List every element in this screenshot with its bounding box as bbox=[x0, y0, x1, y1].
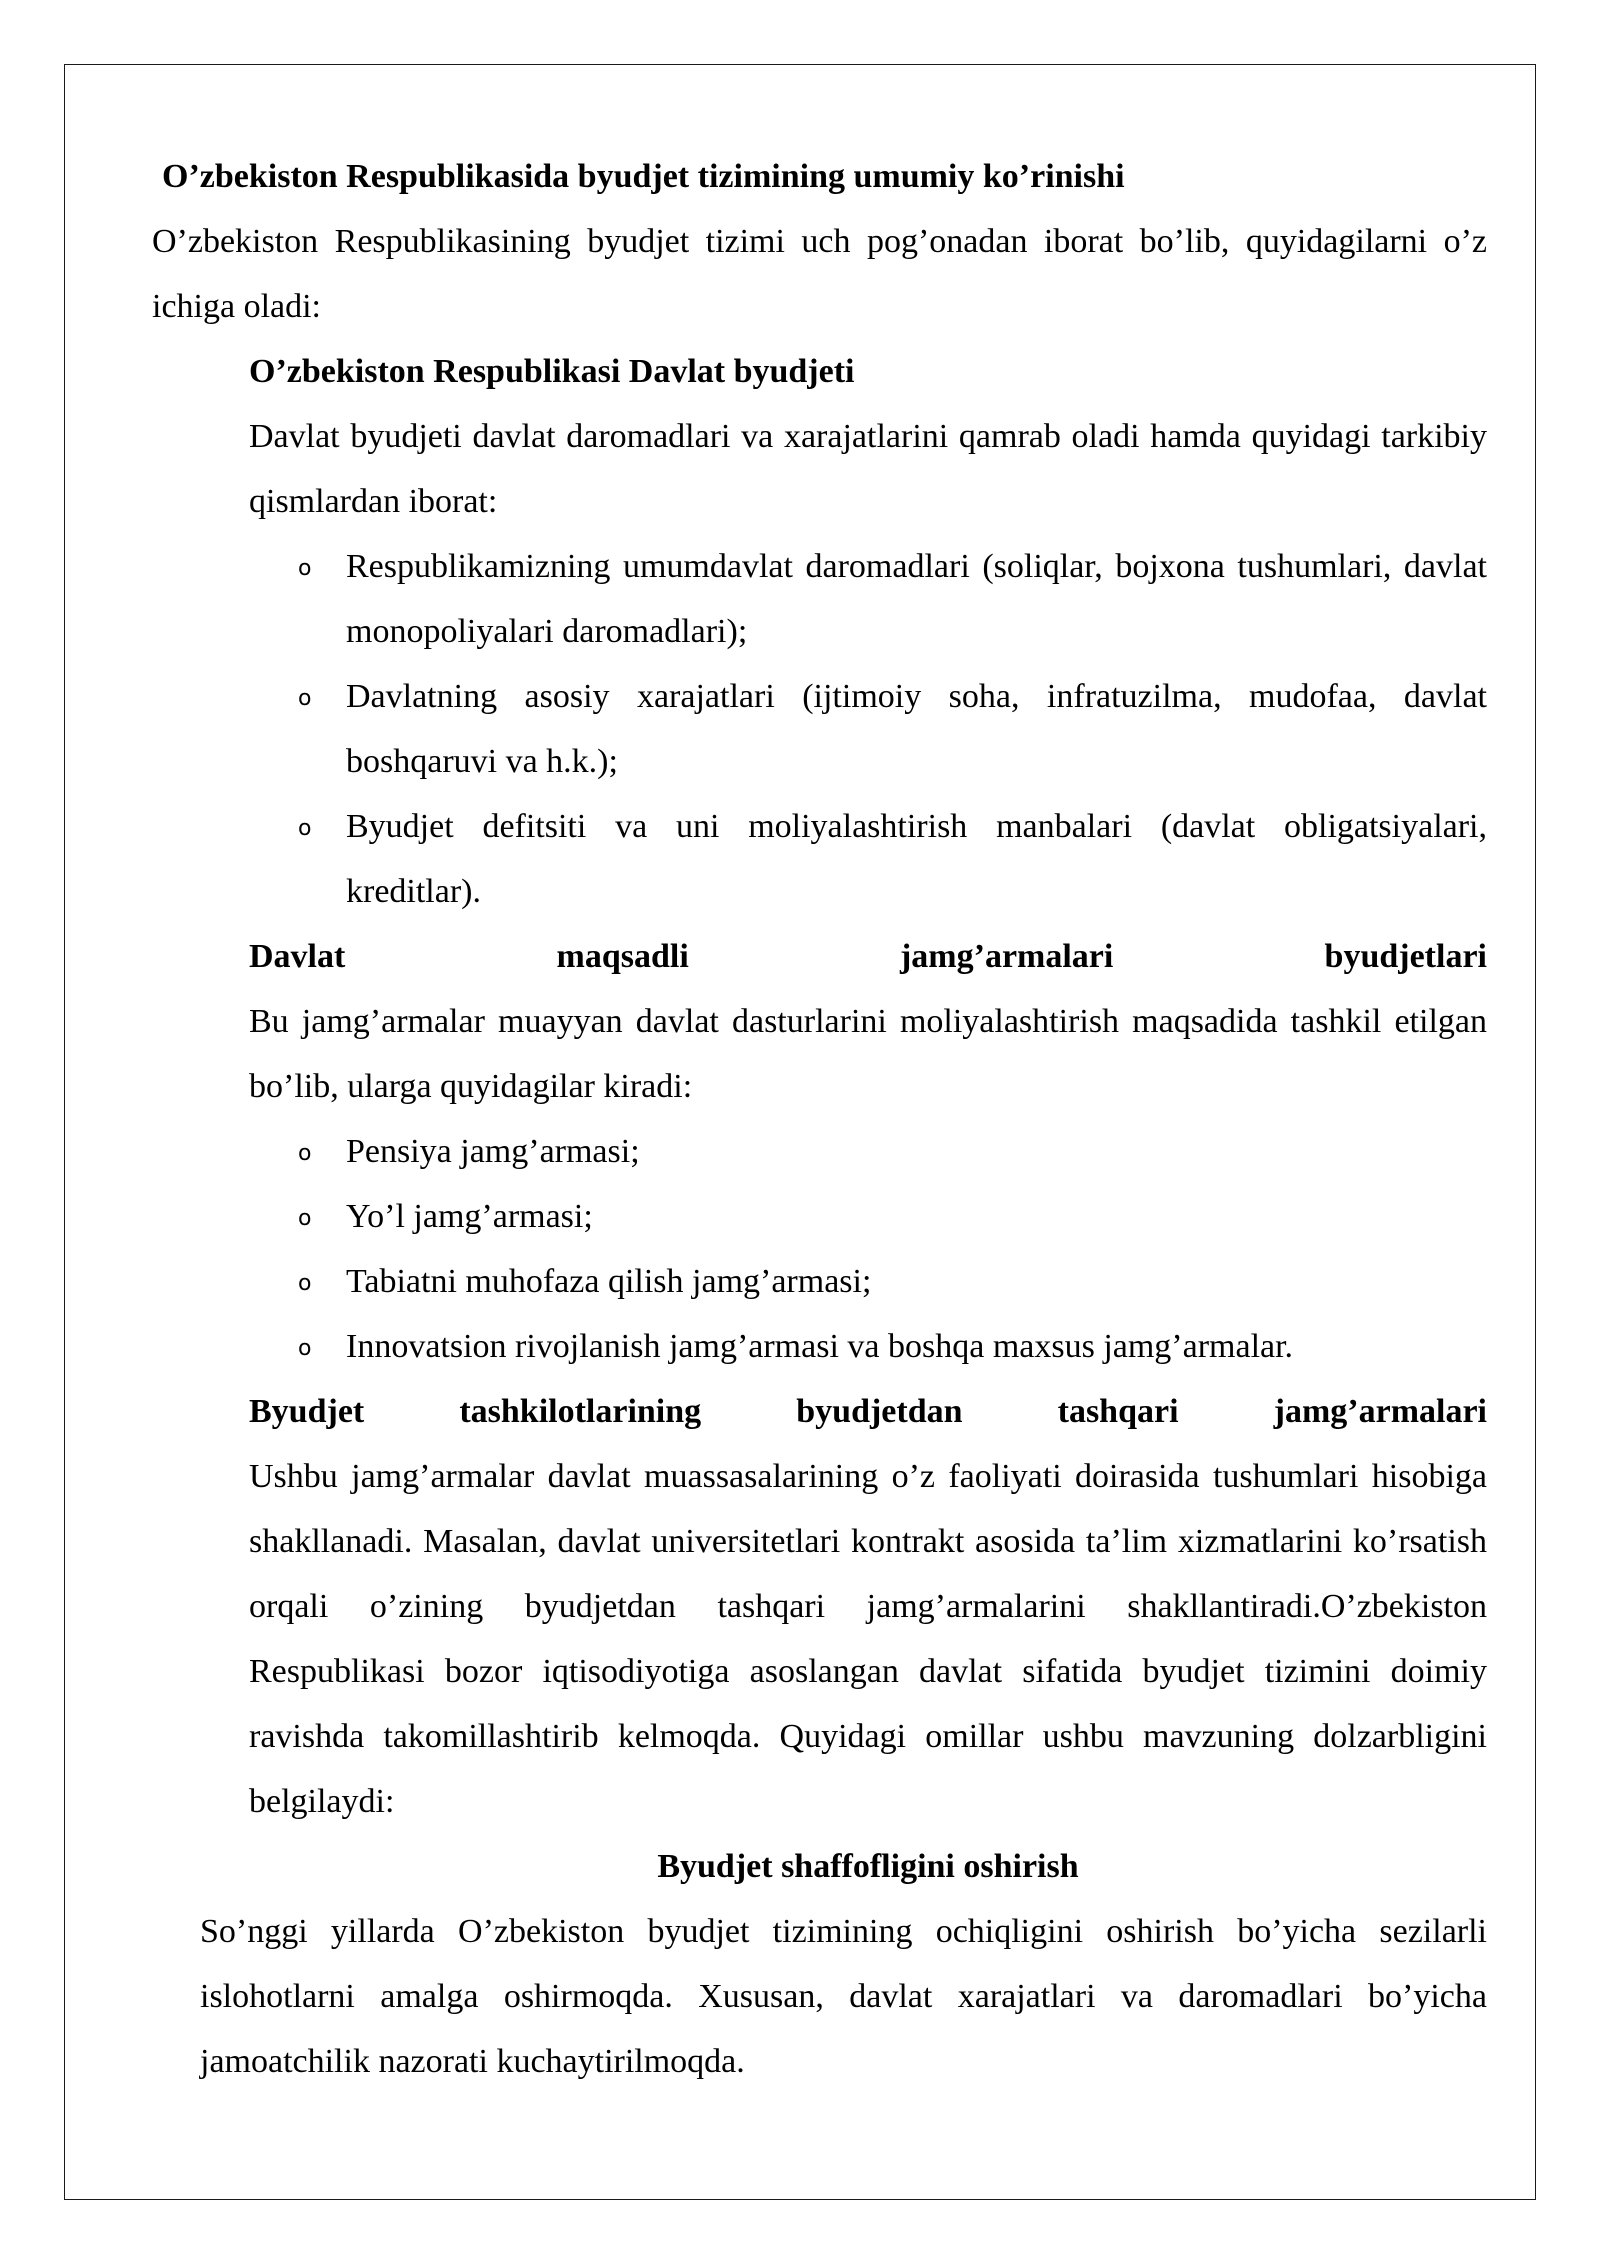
section-1-list bbox=[298, 534, 1487, 924]
list-item-text: Byudjet defitsiti va uni moliyalashtirish manbalari (davlat obligatsiyalari, kreditlar). bbox=[346, 808, 1487, 910]
subsection-paragraph: So’nggi yillarda O’zbekiston byudjet tizimining ochiqligini oshirish bo’yicha sezilarli islohotlarni amalga oshirmoqda. Xususan, davlat xarajatlari va daromadlari bo’yicha jamoatchilik nazorati kuchaytirilmoqda. bbox=[200, 1913, 1487, 2080]
list-item bbox=[298, 794, 1487, 924]
intro-paragraph: O’zbekiston Respublikasining byudjet tizimi uch pog’onadan iborat bo’lib, quyidagilarni o’z ichiga oladi: bbox=[152, 223, 1487, 325]
section-byudjetdan-tashqari bbox=[249, 1379, 1487, 1834]
bullet-icon: o bbox=[298, 1141, 312, 1166]
list-item-text: Respublikamizning umumdavlat daromadlari (soliqlar, bojxona tushumlari, davlat monopoliyalari daromadlari); bbox=[346, 548, 1487, 650]
document-title: O’zbekiston Respublikasida byudjet tizimining umumiy ko’rinishi bbox=[162, 158, 1125, 195]
section-paragraph: Davlat byudjeti davlat daromadlari va xarajatlarini qamrab oladi hamda quyidagi tarkibiy qismlardan iborat: bbox=[249, 418, 1487, 520]
list-item-text: Innovatsion rivojlanish jamg’armasi va boshqa maxsus jamg’armalar. bbox=[346, 1328, 1294, 1365]
list-item-text: Davlatning asosiy xarajatlari (ijtimoiy soha, infratuzilma, mudofaa, davlat boshqaruvi va h.k.); bbox=[346, 678, 1487, 780]
subsection-heading: Byudjet shaffofligini oshirish bbox=[657, 1848, 1079, 1885]
section-davlat-byudjeti bbox=[249, 339, 1487, 534]
document-body bbox=[152, 144, 1487, 2094]
bullet-icon: o bbox=[298, 1206, 312, 1231]
section-paragraph: Bu jamg’armalar muayyan davlat dasturlarini moliyalashtirish maqsadida tashkil etilgan bo’lib, ularga quyidagilar kiradi: bbox=[249, 1003, 1487, 1105]
list-item bbox=[298, 664, 1487, 794]
section-heading: Davlat maqsadli jamg’armalari byudjetlari bbox=[249, 938, 1487, 975]
list-item bbox=[298, 1119, 1487, 1184]
list-item bbox=[298, 1314, 1487, 1379]
section-heading: Byudjet tashkilotlarining byudjetdan tashqari jamg’armalari bbox=[249, 1393, 1487, 1430]
bullet-icon: o bbox=[298, 1271, 312, 1296]
bullet-icon: o bbox=[298, 686, 312, 711]
list-item bbox=[298, 1249, 1487, 1314]
section-maqsadli-jamgarmalar bbox=[249, 924, 1487, 1119]
section-2-list bbox=[298, 1119, 1487, 1379]
list-item-text: Tabiatni muhofaza qilish jamg’armasi; bbox=[346, 1263, 872, 1300]
bullet-icon: o bbox=[298, 556, 312, 581]
list-item bbox=[298, 534, 1487, 664]
list-item-text: Yo’l jamg’armasi; bbox=[346, 1198, 593, 1235]
list-item bbox=[298, 1184, 1487, 1249]
section-paragraph: Ushbu jamg’armalar davlat muassasalarining o’z faoliyati doirasida tushumlari hisobiga shakllanadi. Masalan, davlat universitetlari kontrakt asosida ta’lim xizmatlarini ko’rsatish orqali o’zining byudjetdan tashqari jamg’armalarini shakllantiradi.O’zbekiston Respublikasi bozor iqtisodiyotiga asoslangan davlat sifatida byudjet tizimini doimiy ravishda takomillashtirib kelmoqda. Quyidagi omillar ushbu mavzuning dolzarbligini belgilaydi: bbox=[249, 1458, 1487, 1820]
bullet-icon: o bbox=[298, 816, 312, 841]
bullet-icon: o bbox=[298, 1336, 312, 1361]
list-item-text: Pensiya jamg’armasi; bbox=[346, 1133, 640, 1170]
section-heading: O’zbekiston Respublikasi Davlat byudjeti bbox=[249, 353, 855, 390]
